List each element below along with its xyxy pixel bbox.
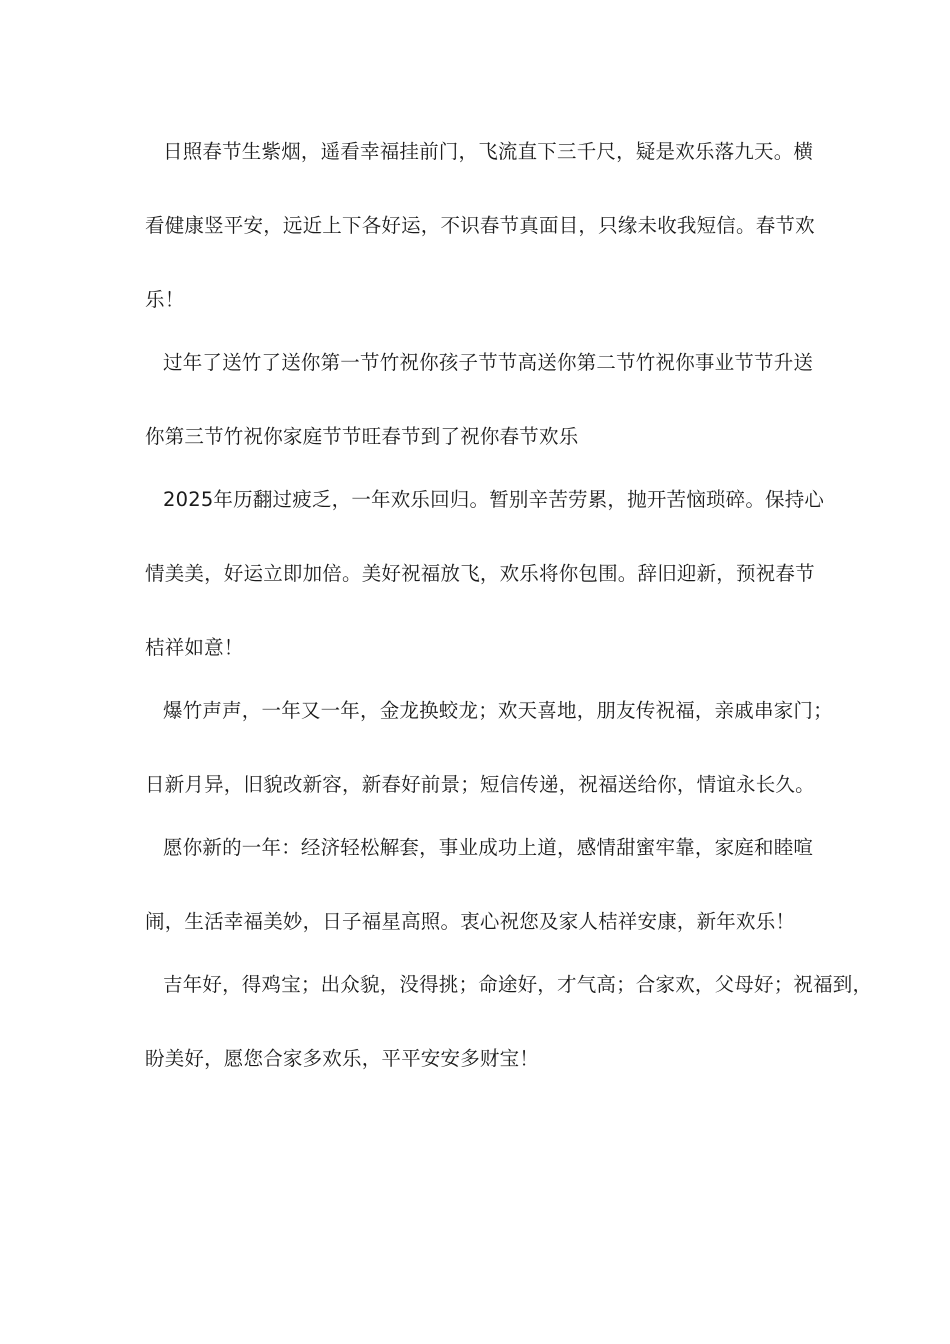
paragraph-3-line-2: 情美美，好运立即加倍。美好祝福放飞，欢乐将你包围。辞旧迎新，预祝春节 [145, 562, 815, 585]
paragraph-4-line-1: 爆竹声声，一年又一年，金龙换蛟龙；欢天喜地，朋友传祝福，亲戚串家门； [163, 699, 833, 722]
paragraph-2-line-1: 过年了送竹了送你第一节竹祝你孩子节节高送你第二节竹祝你事业节节升送 [163, 351, 814, 374]
paragraph-6-line-1: 吉年好，得鸡宝；出众貌，没得挑；命途好，才气高；合家欢，父母好；祝福到， [163, 973, 873, 996]
paragraph-5-line-1: 愿你新的一年：经济轻松解套，事业成功上道，感情甜蜜牢靠，家庭和睦喧 [163, 836, 814, 859]
paragraph-5-line-2: 闹，生活幸福美妙，日子福星高照。衷心祝您及家人桔祥安康，新年欢乐！ [145, 910, 796, 933]
paragraph-3-line-1: 2025年历翻过疲乏，一年欢乐回归。暂别辛苦劳累，抛开苦恼琐碎。保持心 [163, 488, 825, 511]
paragraph-4-line-2: 日新月异，旧貌改新容，新春好前景；短信传递，祝福送给你，情谊永长久。 [145, 773, 815, 796]
paragraph-6-line-2: 盼美好，愿您合家多欢乐，平平安安多财宝！ [145, 1047, 540, 1070]
paragraph-1-line-3: 乐！ [145, 288, 185, 311]
paragraph-1-line-1: 日照春节生紫烟，遥看幸福挂前门，飞流直下三千尺，疑是欢乐落九天。横 [163, 140, 814, 163]
paragraph-3-line-3: 桔祥如意！ [145, 636, 244, 659]
paragraph-2-line-2: 你第三节竹祝你家庭节节旺春节到了祝你春节欢乐 [145, 425, 579, 448]
paragraph-1-line-2: 看健康竖平安，远近上下各好运，不识春节真面目，只缘未收我短信。春节欢 [145, 214, 815, 237]
